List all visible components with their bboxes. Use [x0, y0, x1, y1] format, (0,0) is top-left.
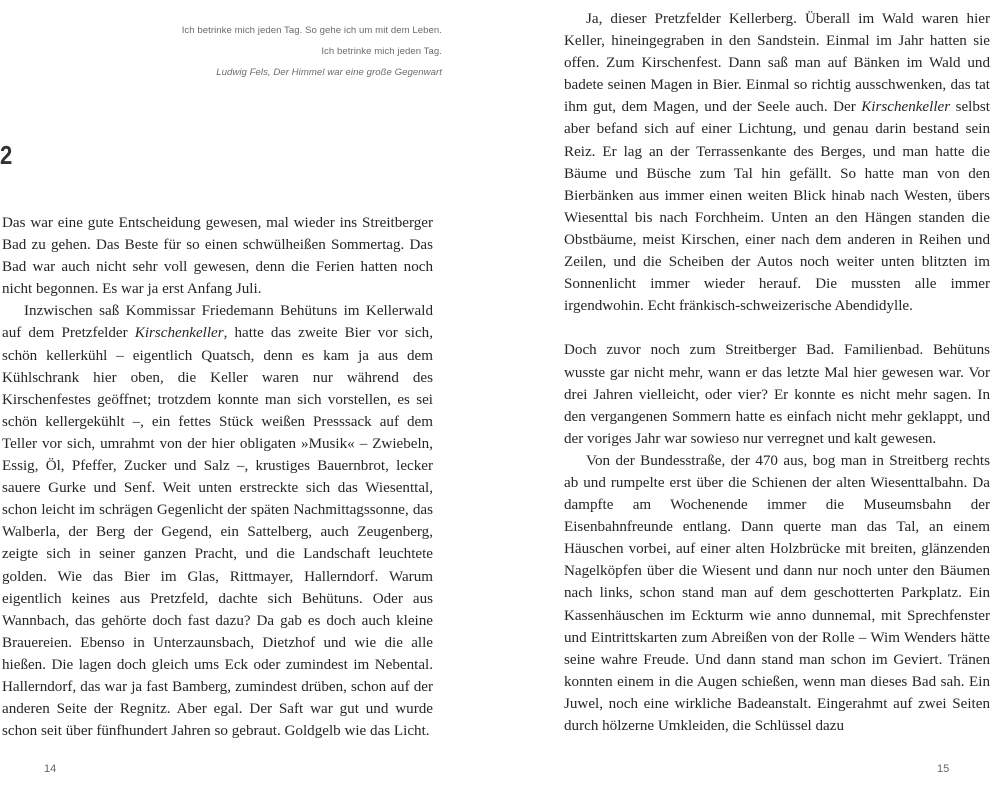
paragraph: Doch zuvor noch zum Streitberger Bad. Familienbad. Behütuns wusste gar nicht mehr, wann er das letzte Mal hier gewesen war. Vor drei Jahren vielleicht, oder vier? Er konnte es nicht mehr sagen. In den vergangenen Sommern hatte es einfach nicht mehr geklappt, und der voriges Jahr war sowieso nur verregnet und kalt gewesen.: [564, 342, 990, 447]
paragraph-text: , hatte das zweite Bier vor sich, schön kellerkühl – eigentlich Quatsch, denn es kam ja aus dem Kühlschrank hier oben, die Keller waren nur während des Kirschenfestes geöffnet; trotzdem konnte man sich vorstellen, es sei schön kellergekühlt –, ein fettes Stück weißen Presssack auf dem Teller vor sich, umrahmt von der hier obligaten »Musik« – Zwiebeln, Essig, Öl, Pfeffer, Zucker und Salz –, krustiges Bauernbrot, lecker sauere Gurke und Senf. Weit unten erstreckte sich das Wiesenttal, schon leicht im schrägen Gegenlicht der späten Nachmittagssonne, das Walberla, der Berg der Gegend, ein Sattelberg, auch Zeugenberg, zeigte sich in seiner ganzen Pracht, und die Landschaft leuchtete golden. Wie das Bier im Glas, Rittmayer, Hallerndorf. Warum eigentlich keines aus Pretzfeld, dachte sich Behütuns. Oder aus Wannbach, das gehörte doch fast dazu? Da gab es doch auch kleine Brauereien. Ebenso in Unterzaunsbach, Dietzhof und wie die alle hießen. Die lagen doch gleich ums Eck oder zumindest im Nebental. Hallerndorf, das war ja fast Bamberg, zumindest drüben, schon auf der anderen Seite der Regnitz. Aber egal. Der Saft war gut und wurde schon seit über fünfhundert Jahren so gebraut. Goldgelb wie das Licht.: [2, 325, 433, 740]
italic-term: Kirschenkeller: [861, 99, 951, 116]
page-number: 15: [937, 763, 950, 775]
paragraph: Das war eine gute Entscheidung gewesen, mal wieder ins Streitberger Bad zu gehen. Das Beste für so einen schwülheißen Sommertag. Das Bad war auch nicht sehr voll gewesen, denn die Ferien hatten noch nicht begonnen. Es war ja erst Anfang Juli.: [2, 215, 433, 298]
paragraph-text: Inzwischen saß Kommissar Friedemann Behütuns im Kellerwald auf dem Pretzfelder: [2, 303, 433, 342]
paragraph: [2, 300, 433, 742]
page-number: 14: [44, 763, 57, 775]
epigraph-attribution: Ludwig Fels, Der Himmel war eine große Gegenwart: [216, 67, 442, 78]
paragraph-text: selbst aber befand sich auf einer Lichtung, und genau darin bestand sein Reiz. Er lag an der Terrassenkante des Berges, und man hatte die Bäume und Büsche zum Tal hin gefällt. So hatte man von den Bierbänken aus immer einen weiten Blick hinab nach Westen, übers Wiesenttal bis nach Forchheim. Unten an den Hängen standen die Obstbäume, meist Kirschen, einer nach dem anderen in Reihen und Zeilen, und die Scheiben der Autos noch weiter unten blitzten im Sonnenlicht immer wieder herauf. Die mussten alle immer irgendwohin. Echt fränkisch-schweizerische Abendidylle.: [564, 99, 990, 315]
epigraph-line-2: Ich betrinke mich jeden Tag.: [321, 46, 442, 57]
paragraph: Von der Bundesstraße, der 470 aus, bog man in Streitberg rechts ab und rumpelte erst über die Schienen der alten Wiesenttalbahn. Da dampfte am Wochenende immer die Museumsbahn der Eisenbahnfreunde entlang. Dann querte man das Tal, an einem Häuschen vorbei, auf einer alten Holzbrücke mit breiten, glänzenden Nagelköpfen über die Wiesent und dann nur noch unter den Bäumen nach links, schon stand man auf dem geschotterten Parkplatz. Ein Kassenhäuschen im Eckturm wie anno dunnemal, mit Sprechfenster und Eintrittskarten zum Abreißen von der Rolle – Wim Wenders hätte seine wahre Freude. Und dann stand man schon im Geviert. Tränen konnten einem in die Augen schießen, wenn man dieses Bad sah. Ein Juwel, noch eine wirkliche Badeanstalt. Eingerahmt auf zwei Seiten durch hölzerne Umkleiden, die Schlüssel dazu: [564, 452, 990, 734]
left-body-text: [2, 212, 433, 742]
right-page: [500, 0, 1000, 800]
epigraph-line-1: Ich betrinke mich jeden Tag. So gehe ich um mit dem Leben.: [181, 25, 442, 36]
right-body-text: [564, 8, 990, 737]
paragraph: [564, 8, 990, 317]
italic-term: Kirschenkeller: [134, 325, 224, 342]
chapter-number: 2: [0, 140, 13, 170]
epigraph: [82, 20, 442, 83]
paragraph-text: Ja, dieser Pretzfelder Kellerberg. Überall im Wald waren hier Keller, hineingegraben in den Sandstein. Einmal im Jahr hatten sie offen. Zum Kirschenfest. Dann saß man auf Bänken im Wald und badete seinen Magen in Bier. Einmal so richtig ausschwenken, das tat ihm gut, dem Magen, und der Seele auch. Der: [564, 11, 990, 116]
